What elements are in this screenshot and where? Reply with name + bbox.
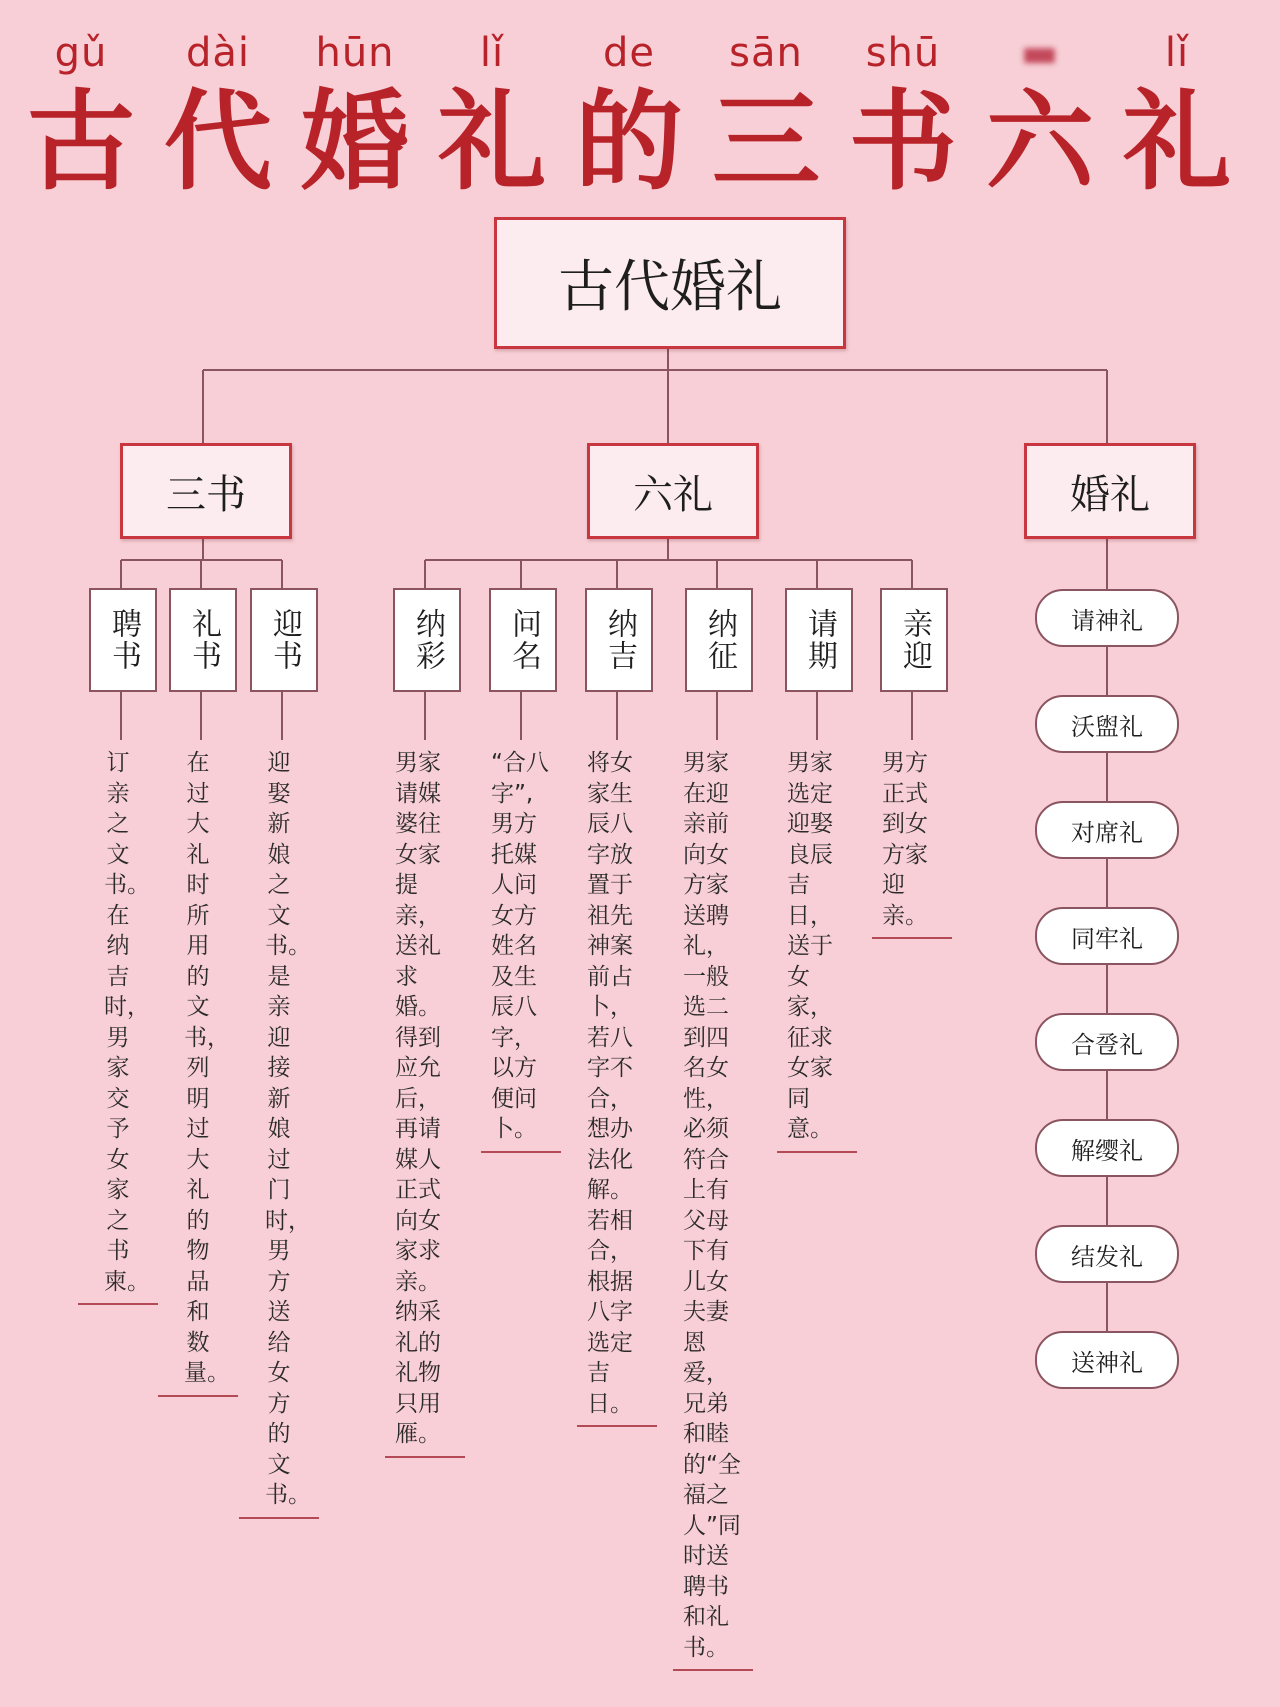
hunli-step-jiefa: 结发礼 <box>1035 1225 1179 1283</box>
desc-pinshu: 订亲之文书。在纳吉时，男家交予女家之书柬。 <box>104 750 150 1295</box>
desc-nacai: 男家请媒婆往女家提亲，送礼求婚。得到应允后，再请媒人正式向女家求亲。纳采礼的礼物只用雁。 <box>395 750 441 1447</box>
category-sanshu: 三书 <box>120 443 292 539</box>
title-char-2: 代 <box>163 80 272 205</box>
title-char-5: 的 <box>574 80 683 205</box>
description-underline <box>481 1151 561 1153</box>
pinyin-li: lǐ <box>479 30 505 76</box>
desc-qinying: 男方正式到女方家迎亲。 <box>882 750 928 929</box>
description-underline <box>577 1425 657 1427</box>
pinyin-li-2: lǐ <box>1164 30 1190 76</box>
item-nazheng: 纳征 <box>685 588 753 692</box>
category-hunli: 婚礼 <box>1024 443 1196 539</box>
item-qinying: 亲迎 <box>880 588 948 692</box>
description-underline <box>239 1517 319 1519</box>
desc-yingshu: 迎娶新娘之文书。是亲迎接新娘过门时，男方送给女方的文书。 <box>265 750 311 1508</box>
pinyin-dai: dài <box>185 30 250 76</box>
pinyin-gu: gǔ <box>54 30 108 76</box>
hunli-step-wuguan: 沃盥礼 <box>1035 695 1179 753</box>
hunli-step-songshen: 送神礼 <box>1035 1331 1179 1389</box>
description-underline <box>777 1151 857 1153</box>
title-char-7: 书 <box>848 80 957 205</box>
pinyin-san: sān <box>729 30 803 76</box>
desc-lishu: 在过大礼时所用的文书，列明过大礼的物品和数量。 <box>184 750 230 1386</box>
pinyin-shu: shū <box>865 30 941 76</box>
item-qingqi: 请期 <box>785 588 853 692</box>
item-naji: 纳吉 <box>585 588 653 692</box>
title-char-1: 古 <box>26 80 135 205</box>
pinyin-hun: hūn <box>315 30 395 76</box>
desc-wenming: “合八字”,男方托媒人问女方姓名及生辰八字，以方便问卜。 <box>491 750 549 1142</box>
item-wenming: 问名 <box>489 588 557 692</box>
item-yingshu: 迎书 <box>250 588 318 692</box>
category-liuli: 六礼 <box>587 443 759 539</box>
hunli-step-hejin: 合卺礼 <box>1035 1013 1179 1071</box>
description-underline <box>158 1395 238 1397</box>
desc-nazheng: 男家在迎亲前向女方家送聘礼，一般选二到四名女性，必须符合上有父母下有儿女夫妻恩爱，兄弟和睦的“全福之人”同时送聘书和礼书。 <box>683 750 741 1661</box>
title-char-8: 六 <box>985 80 1094 205</box>
title-char-3: 婚 <box>300 80 409 205</box>
description-underline <box>78 1303 158 1305</box>
desc-qingqi: 男家选定迎娶良辰吉日，送于女家，征求女家同意。 <box>787 750 833 1142</box>
hunli-step-qingshen: 请神礼 <box>1035 589 1179 647</box>
description-underline <box>385 1456 465 1458</box>
hunli-step-jieying: 解缨礼 <box>1035 1119 1179 1177</box>
description-underline <box>673 1669 753 1671</box>
pinyin-liu-blurred: ▬ <box>1020 30 1060 76</box>
item-pinshu: 聘书 <box>89 588 157 692</box>
item-lishu: 礼书 <box>169 588 237 692</box>
hunli-step-duixi: 对席礼 <box>1035 801 1179 859</box>
desc-naji: 将女家生辰八字放置于祖先神案前占卜，若八字不合，想办法化解。若相合，根据八字选定吉日。 <box>587 750 633 1417</box>
title-char-6: 三 <box>711 80 820 205</box>
title-char-4: 礼 <box>437 80 546 205</box>
hunli-step-tonglao: 同牢礼 <box>1035 907 1179 965</box>
item-nacai: 纳彩 <box>393 588 461 692</box>
root-node: 古代婚礼 <box>494 217 846 349</box>
title-char-9: 礼 <box>1122 80 1231 205</box>
description-underline <box>872 937 952 939</box>
pinyin-de: de <box>603 30 655 76</box>
